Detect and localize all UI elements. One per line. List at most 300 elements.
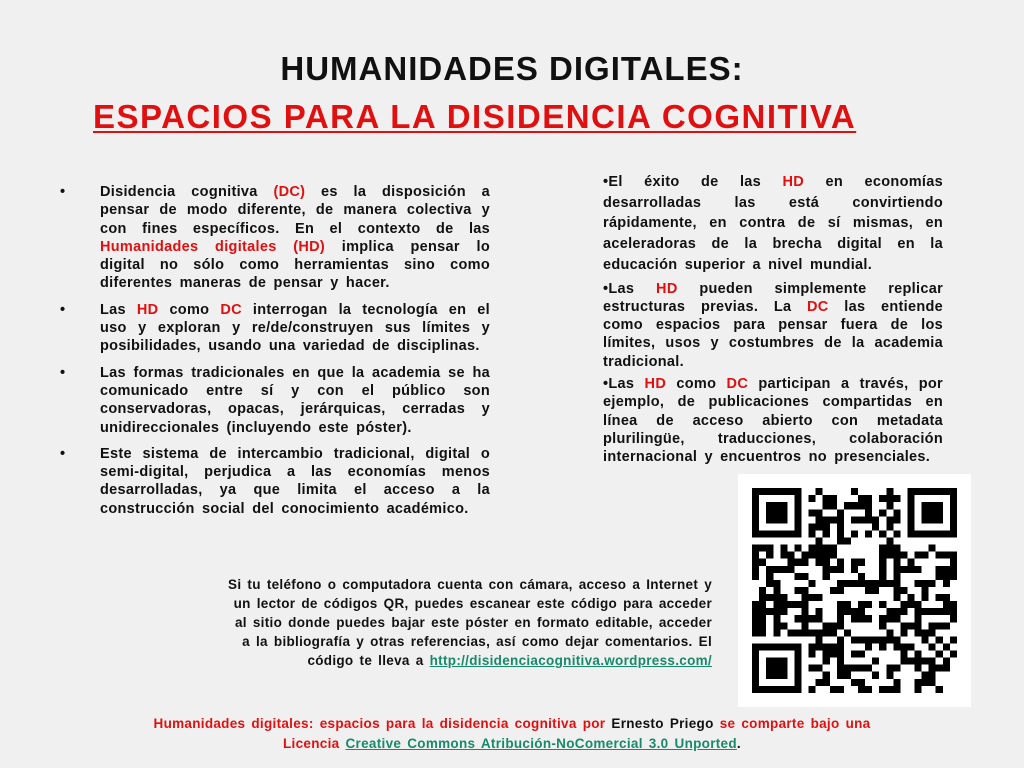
qr-module xyxy=(837,665,844,672)
qr-module xyxy=(816,636,823,643)
qr-module xyxy=(787,559,794,566)
qr-module xyxy=(773,587,780,594)
qr-module xyxy=(823,679,830,686)
text: participan a través, por ejemplo, de publicaciones compartidas en línea de acceso abierto con metadata plurilingüe, traducciones, colaboración internacional y encuentros no presenciales. xyxy=(603,376,944,466)
qr-module xyxy=(809,545,816,552)
qr-module xyxy=(907,509,914,516)
qr-module xyxy=(787,601,794,608)
qr-module xyxy=(794,665,801,672)
qr-module xyxy=(915,488,922,495)
qr-module xyxy=(922,516,929,523)
qr-module xyxy=(872,658,879,665)
qr-module xyxy=(766,566,773,573)
bullet-icon: • xyxy=(60,301,66,318)
qr-module xyxy=(907,658,914,665)
qr-module xyxy=(922,552,929,559)
qr-module xyxy=(773,686,780,693)
qr-module xyxy=(759,629,766,636)
qr-module xyxy=(830,516,837,523)
qr-module xyxy=(936,686,943,693)
qr-module xyxy=(816,545,823,552)
author-name: Ernesto Priego xyxy=(611,716,714,731)
qr-module xyxy=(802,559,809,566)
qr-module xyxy=(837,523,844,530)
qr-module xyxy=(837,538,844,545)
qr-module xyxy=(886,686,893,693)
qr-module xyxy=(872,587,879,594)
qr-module xyxy=(752,530,759,537)
qr-module xyxy=(936,488,943,495)
qr-module xyxy=(865,643,872,650)
qr-module xyxy=(780,643,787,650)
qr-module xyxy=(929,672,936,679)
qr-module xyxy=(773,516,780,523)
qr-module xyxy=(936,622,943,629)
list-item xyxy=(603,280,943,371)
qr-module xyxy=(837,601,844,608)
qr-module xyxy=(780,658,787,665)
qr-module xyxy=(773,658,780,665)
qr-module xyxy=(858,665,865,672)
qr-module xyxy=(809,665,816,672)
qr-module xyxy=(794,615,801,622)
qr-module xyxy=(816,615,823,622)
qr-module xyxy=(872,523,879,530)
qr-module xyxy=(915,601,922,608)
qr-module xyxy=(752,516,759,523)
text: Las formas tradicionales en que la academia se ha comunicado entre sí y con el público son conservadoras, opacas, jerárquicas, cerradas y unidireccionales (incluyendo este póster). xyxy=(100,364,490,436)
qr-module xyxy=(809,580,816,587)
qr-module xyxy=(766,580,773,587)
qr-module xyxy=(950,636,957,643)
qr-module xyxy=(816,523,823,530)
qr-module xyxy=(837,622,844,629)
qr-module xyxy=(794,523,801,530)
qr-module xyxy=(752,559,759,566)
qr-module xyxy=(886,495,893,502)
qr-module xyxy=(830,622,837,629)
qr-module xyxy=(773,580,780,587)
qr-module xyxy=(886,523,893,530)
qr-module xyxy=(809,643,816,650)
qr-module xyxy=(922,509,929,516)
qr-module xyxy=(950,516,957,523)
qr-module xyxy=(929,679,936,686)
qr-module xyxy=(929,608,936,615)
qr-module xyxy=(823,622,830,629)
qr-module xyxy=(950,559,957,566)
qr-module xyxy=(907,601,914,608)
qr-module xyxy=(907,530,914,537)
qr-module xyxy=(759,643,766,650)
qr-module xyxy=(759,686,766,693)
text: como xyxy=(158,301,221,318)
qr-module xyxy=(879,573,886,580)
qr-module xyxy=(816,665,823,672)
qr-module xyxy=(915,622,922,629)
qr-module xyxy=(823,658,830,665)
qr-module xyxy=(794,587,801,594)
qr-module xyxy=(865,665,872,672)
qr-module xyxy=(858,686,865,693)
qr-module xyxy=(787,643,794,650)
qr-module xyxy=(766,643,773,650)
footer-text: se comparte bajo una xyxy=(713,716,871,731)
qr-module xyxy=(950,530,957,537)
qr-module xyxy=(851,530,858,537)
qr-module xyxy=(922,580,929,587)
qr-module xyxy=(816,643,823,650)
qr-module xyxy=(851,488,858,495)
qr-module xyxy=(752,679,759,686)
qr-module xyxy=(865,636,872,643)
qr-module xyxy=(816,538,823,545)
qr-module xyxy=(773,502,780,509)
qr-module xyxy=(794,672,801,679)
qr-module xyxy=(886,608,893,615)
qr-module xyxy=(773,615,780,622)
qr-module xyxy=(886,672,893,679)
qr-module xyxy=(858,651,865,658)
qr-module xyxy=(830,552,837,559)
qr-module xyxy=(915,530,922,537)
qr-module xyxy=(907,559,914,566)
qr-module xyxy=(837,651,844,658)
qr-module xyxy=(794,545,801,552)
qr-module xyxy=(802,622,809,629)
qr-module xyxy=(766,530,773,537)
qr-module xyxy=(809,651,816,658)
qr-module xyxy=(900,566,907,573)
qr-module xyxy=(872,580,879,587)
qr-module xyxy=(816,559,823,566)
highlight: DC xyxy=(726,376,749,392)
qr-module xyxy=(773,622,780,629)
list-item xyxy=(60,183,490,293)
qr-module xyxy=(851,636,858,643)
qr-module xyxy=(830,495,837,502)
qr-module xyxy=(900,658,907,665)
highlight: (DC) xyxy=(273,184,306,200)
qr-module xyxy=(809,686,816,693)
list-item xyxy=(60,445,490,518)
qr-module xyxy=(780,601,787,608)
qr-module xyxy=(907,622,914,629)
qr-module xyxy=(893,545,900,552)
qr-module xyxy=(794,658,801,665)
qr-module xyxy=(759,530,766,537)
qr-module xyxy=(879,545,886,552)
qr-module xyxy=(794,488,801,495)
qr-module xyxy=(802,587,809,594)
qr-module xyxy=(858,559,865,566)
qr-module xyxy=(943,622,950,629)
qr-module xyxy=(823,629,830,636)
qr-module xyxy=(837,530,844,537)
qr-module xyxy=(922,672,929,679)
highlight: DC xyxy=(807,298,829,315)
qr-module xyxy=(809,495,816,502)
qr-module xyxy=(936,636,943,643)
qr-module xyxy=(943,594,950,601)
qr-module xyxy=(915,629,922,636)
qr-module xyxy=(865,509,872,516)
qr-module xyxy=(766,672,773,679)
qr-module xyxy=(907,495,914,502)
qr-module xyxy=(773,665,780,672)
qr-module xyxy=(816,516,823,523)
qr-module xyxy=(886,516,893,523)
qr-module xyxy=(773,643,780,650)
qr-module xyxy=(943,488,950,495)
qr-module xyxy=(809,530,816,537)
qr-module xyxy=(893,559,900,566)
bullet-icon: • xyxy=(60,445,66,462)
qr-module xyxy=(851,516,858,523)
qr-module xyxy=(844,538,851,545)
qr-module xyxy=(794,651,801,658)
qr-module xyxy=(893,509,900,516)
qr-module xyxy=(766,658,773,665)
qr-module xyxy=(766,502,773,509)
qr-module xyxy=(766,608,773,615)
qr-module xyxy=(907,643,914,650)
qr-module xyxy=(893,608,900,615)
qr-module xyxy=(844,601,851,608)
qr-module xyxy=(893,516,900,523)
qr-module xyxy=(809,594,816,601)
qr-module xyxy=(922,679,929,686)
qr-module xyxy=(851,559,858,566)
qr-module xyxy=(844,608,851,615)
qr-module xyxy=(915,580,922,587)
qr-module xyxy=(943,580,950,587)
qr-module xyxy=(893,573,900,580)
qr-module xyxy=(837,516,844,523)
qr-module xyxy=(865,587,872,594)
qr-module xyxy=(893,566,900,573)
text: •Las xyxy=(603,280,657,297)
qr-module xyxy=(907,566,914,573)
qr-module xyxy=(752,523,759,530)
qr-module xyxy=(844,502,851,509)
qr-module xyxy=(752,552,759,559)
qr-module xyxy=(865,502,872,509)
qr-module xyxy=(929,530,936,537)
right-column xyxy=(603,172,943,470)
license-link[interactable]: Creative Commons Atribución-NoComercial 3.0 Unported xyxy=(345,736,737,751)
qr-module xyxy=(837,658,844,665)
qr-module xyxy=(766,686,773,693)
qr-module xyxy=(830,566,837,573)
qr-instructions xyxy=(228,575,712,670)
qr-module xyxy=(915,608,922,615)
qr-module xyxy=(886,636,893,643)
qr-module xyxy=(830,686,837,693)
qr-module xyxy=(823,552,830,559)
text: como xyxy=(666,376,727,392)
qr-module xyxy=(879,622,886,629)
qr-module xyxy=(773,672,780,679)
qr-module xyxy=(752,573,759,580)
qr-module xyxy=(752,643,759,650)
qr-module xyxy=(886,545,893,552)
qr-module xyxy=(900,601,907,608)
qr-module xyxy=(929,509,936,516)
qr-module xyxy=(950,651,957,658)
qr-module xyxy=(830,502,837,509)
qr-module xyxy=(780,502,787,509)
qr-module xyxy=(802,601,809,608)
qr-module xyxy=(893,594,900,601)
qr-module xyxy=(794,686,801,693)
qr-module xyxy=(794,559,801,566)
qr-module xyxy=(780,622,787,629)
qr-module xyxy=(823,559,830,566)
qr-module xyxy=(794,601,801,608)
qr-module xyxy=(879,636,886,643)
qr-module xyxy=(879,643,886,650)
qr-module xyxy=(858,636,865,643)
list-item xyxy=(603,172,943,276)
qr-module xyxy=(858,502,865,509)
qr-module xyxy=(936,665,943,672)
qr-module xyxy=(837,566,844,573)
qr-module xyxy=(900,622,907,629)
qr-module xyxy=(844,580,851,587)
qr-module xyxy=(886,552,893,559)
qr-module xyxy=(907,502,914,509)
qr-module xyxy=(766,594,773,601)
qr-module xyxy=(766,573,773,580)
qr-module xyxy=(780,566,787,573)
qr-module xyxy=(752,502,759,509)
qr-module xyxy=(936,509,943,516)
qr-module xyxy=(865,686,872,693)
qr-module xyxy=(886,580,893,587)
qr-module xyxy=(907,516,914,523)
qr-module xyxy=(879,615,886,622)
qr-module xyxy=(752,615,759,622)
bullet-icon: • xyxy=(60,184,66,200)
qr-module xyxy=(893,643,900,650)
qr-module xyxy=(780,530,787,537)
qr-module xyxy=(759,608,766,615)
highlight: HD xyxy=(782,174,805,190)
qr-module xyxy=(851,566,858,573)
qr-module xyxy=(915,615,922,622)
qr-module xyxy=(823,516,830,523)
qr-module xyxy=(858,615,865,622)
qr-module xyxy=(915,665,922,672)
left-column xyxy=(60,183,490,526)
qr-module xyxy=(787,686,794,693)
qr-module xyxy=(752,495,759,502)
qr-module xyxy=(809,509,816,516)
qr-module xyxy=(929,665,936,672)
qr-module xyxy=(915,552,922,559)
qr-module xyxy=(830,587,837,594)
qr-module xyxy=(907,488,914,495)
qr-module xyxy=(759,559,766,566)
qr-module xyxy=(929,516,936,523)
qr-module xyxy=(943,643,950,650)
qr-module xyxy=(844,629,851,636)
qr-module xyxy=(759,488,766,495)
qr-module xyxy=(752,608,759,615)
qr-module xyxy=(858,573,865,580)
qr-module xyxy=(752,545,759,552)
qr-module xyxy=(766,488,773,495)
qr-module xyxy=(879,601,886,608)
qr-module xyxy=(823,672,830,679)
qr-instructions-text: Si tu teléfono o computadora cuenta con cámara, acceso a Internet y un lector de códigos QR, puedes escanear este código para acceder al sitio donde puedes bajar este póster en formato editable, acceder a la bibliografía y otras referencias, así como dejar comentarios. El código te lleva a xyxy=(228,577,712,668)
qr-module xyxy=(794,502,801,509)
qr-module xyxy=(922,608,929,615)
qr-module xyxy=(837,509,844,516)
qr-module xyxy=(929,488,936,495)
qr-module xyxy=(752,665,759,672)
qr-module xyxy=(802,608,809,615)
qr-module xyxy=(872,516,879,523)
qr-module xyxy=(816,679,823,686)
qr-module xyxy=(794,679,801,686)
qr-module xyxy=(900,587,907,594)
qr-module xyxy=(794,573,801,580)
qr-module xyxy=(787,530,794,537)
qr-module xyxy=(900,552,907,559)
qr-module xyxy=(893,587,900,594)
qr-module xyxy=(759,622,766,629)
qr-code-icon[interactable] xyxy=(738,474,971,707)
qr-module xyxy=(900,643,907,650)
list-item xyxy=(60,364,490,437)
qr-module xyxy=(809,523,816,530)
qr-module xyxy=(879,580,886,587)
qr-module xyxy=(950,566,957,573)
text: Este sistema de intercambio tradicional, digital o semi-digital, perjudica a las economías menos desarrolladas, ya que limita el acceso a la construcción social del conocimiento académico. xyxy=(100,445,490,517)
qr-module xyxy=(915,679,922,686)
qr-module xyxy=(950,601,957,608)
qr-module xyxy=(794,629,801,636)
qr-module xyxy=(780,665,787,672)
qr-module xyxy=(752,566,759,573)
qr-module xyxy=(752,601,759,608)
qr-module xyxy=(766,552,773,559)
qr-module xyxy=(837,686,844,693)
qr-module xyxy=(929,629,936,636)
qr-module xyxy=(886,488,893,495)
qr-module xyxy=(858,495,865,502)
qr-module xyxy=(759,615,766,622)
qr-module xyxy=(929,580,936,587)
qr-module xyxy=(837,587,844,594)
qr-module xyxy=(936,530,943,537)
qr-module xyxy=(787,629,794,636)
text: es la disposición a pensar de modo diferente, de manera colectiva y con fines específicos. En el contexto de las xyxy=(100,184,490,237)
qr-module xyxy=(929,545,936,552)
qr-module xyxy=(858,608,865,615)
qr-module xyxy=(893,530,900,537)
qr-module xyxy=(794,530,801,537)
wordpress-link[interactable]: http://disidenciacognitiva.wordpress.com/ xyxy=(429,653,712,668)
footer-text: Humanidades digitales: espacios para la disidencia cognitiva por xyxy=(153,716,612,731)
text: las entiende como espacios para pensar fuera de los límites, usos y costumbres de la academia tradicional. xyxy=(603,298,943,370)
qr-module xyxy=(950,523,957,530)
qr-module xyxy=(830,643,837,650)
qr-module xyxy=(780,545,787,552)
qr-module xyxy=(943,608,950,615)
